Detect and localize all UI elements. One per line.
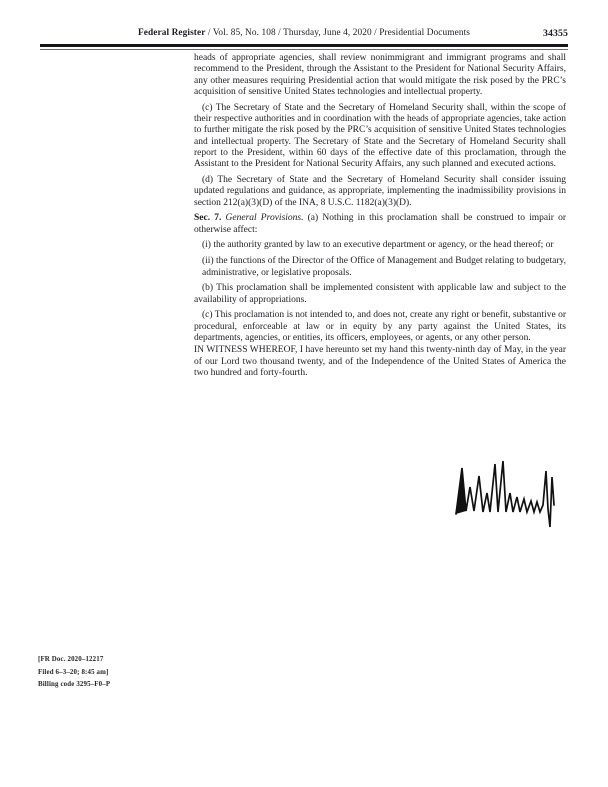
paragraph-continued: heads of appropriate agencies, shall review nonimmigrant and immigrant programs and shall recommend to the President, through the Assistant to the President for National Security Affairs, any other measures requiring Presidential action that would mitigate the risk posed by the PRC’s acquisition of sensitive United States technologies and intellectual property. xyxy=(194,53,566,97)
section-label: Sec. 7. xyxy=(194,213,222,224)
header-rule-thin xyxy=(40,49,568,50)
billing-code: Billing code 3295–F0–P xyxy=(38,681,111,689)
page-header xyxy=(40,28,568,41)
filing-footer xyxy=(38,654,110,692)
header-title xyxy=(40,28,568,38)
section-title: General Provisions. xyxy=(225,213,304,224)
paragraph-d-regulations: (d) The Secretary of State and the Secretary of Homeland Security shall consider issuing updated regulations and guidance, as appropriate, implementing the inadmissibility provisions in section 212(a)(3)(D) of the INA, 8 U.S.C. 1182(a)(3)(D). xyxy=(194,174,566,208)
issue-info: / Vol. 85, No. 108 / Thursday, June 4, 2020 / Presidential Documents xyxy=(205,28,470,38)
header-rule-thick xyxy=(40,44,568,47)
journal-name: Federal Register xyxy=(138,28,206,38)
paragraph-c-no-rights: (c) This proclamation is not intended to, and does not, create any right or benefit, substantive or procedural, enforceable at law or in equity by any party against the United States, its departments, agencies, or entities, its officers, employees, or agents, or any other person. xyxy=(194,310,566,344)
presidential-signature-icon xyxy=(452,459,564,531)
fr-doc-number: [FR Doc. 2020–12217 xyxy=(38,656,104,663)
paragraph-b-implementation: (b) This proclamation shall be implemented consistent with applicable law and subject to the availability of appropriations. xyxy=(194,283,566,305)
filed-date: Filed 6–3–20; 8:45 am] xyxy=(38,668,109,676)
section-text: (a) Nothing in this proclamation shall be construed to impair or otherwise affect: xyxy=(194,213,567,235)
page-number: 34355 xyxy=(543,28,568,39)
document-body xyxy=(194,53,566,379)
paragraph-c-report: (c) The Secretary of State and the Secretary of Homeland Security shall, within the scope of their respective authorities and in coordination with the heads of appropriate agencies, take action to further mitigate the risk posed by the PRC’s acquisition of sensitive United States technologies and intellectual property. The Secretary of State and the Secretary of Homeland Security shall report to the President, within 60 days of the effective date of this proclamation, through the Assistant to the President for National Security Affairs, any such planned and executed actions. xyxy=(194,102,566,170)
paragraph-romanette-ii: (ii) the functions of the Director of the Office of Management and Budget relating to budgetary, administrative, or legislative proposals. xyxy=(202,256,566,278)
paragraph-romanette-i: (i) the authority granted by law to an executive department or agency, or the head thereof; or xyxy=(202,240,554,251)
paragraph-sec7 xyxy=(194,213,566,236)
paragraph-witness-clause: IN WITNESS WHEREOF, I have hereunto set my hand this twenty-ninth day of May, in the year of our Lord two thousand twenty, and of the Independence of the United States of America the two hundred and forty-fourth. xyxy=(194,345,566,378)
